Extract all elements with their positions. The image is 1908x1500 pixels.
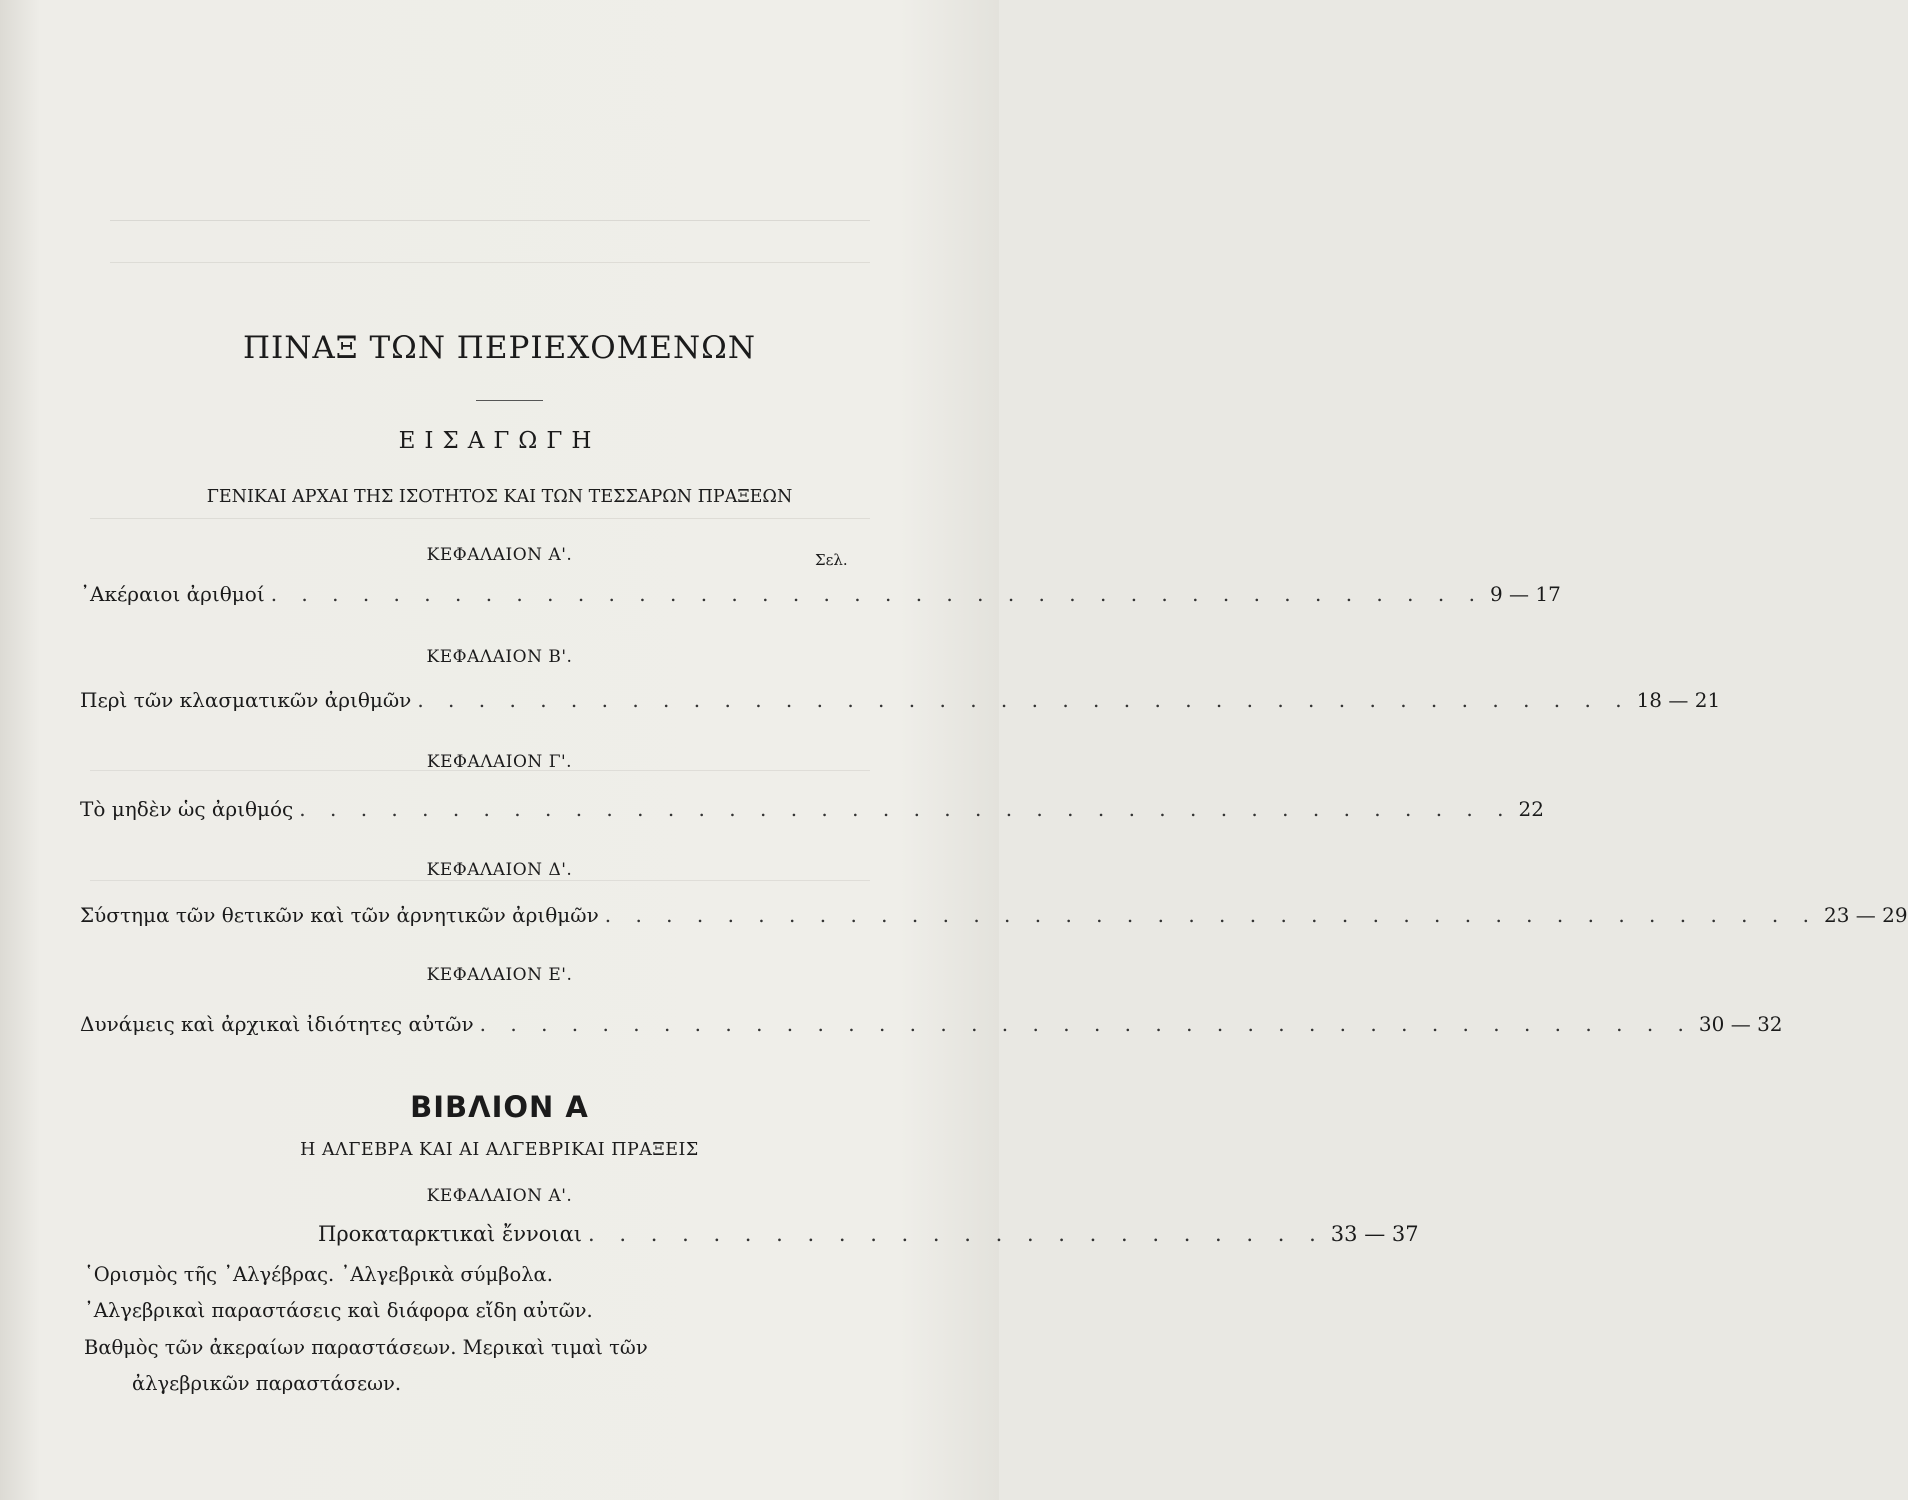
- toc-entry[interactable]: [318, 1222, 1419, 1246]
- topic-line: ᾿Αλγεβρικαὶ παραστάσεις καὶ διάφορα εἴδη αὐτῶν.: [84, 1299, 593, 1322]
- entry-title: Δυνάμεις καὶ ἀρχικαὶ ἰδιότητες αὐτῶν: [80, 1012, 474, 1036]
- topic-line: ἀλγεβρικῶν παραστάσεων.: [132, 1372, 402, 1395]
- toc-entry[interactable]: [80, 1012, 1783, 1036]
- chapter-label-b: ΚΕΦΑΛΑΙΟΝ Β'.: [426, 647, 573, 667]
- page-title: ΠΙΝΑΞ ΤΩΝ ΠΕΡΙΕΧΟΜΕΝΩΝ: [242, 330, 757, 366]
- bleed-through-line: [90, 880, 870, 881]
- toc-entry[interactable]: [80, 582, 1561, 606]
- page-column-label: Σελ.: [815, 551, 848, 569]
- entry-title: ᾿Ακέραιοι ἀριθμοί: [80, 582, 265, 606]
- dot-leader: . . . . . . . . . . . . . . . . . . . . . . . . . . . . . . . . . . . . . . . .: [299, 797, 1513, 821]
- entry-pages: 33 — 37: [1330, 1222, 1419, 1246]
- chapter-label-c: ΚΕΦΑΛΑΙΟΝ Γ'.: [426, 752, 573, 772]
- entry-pages: 23 — 29: [1823, 903, 1908, 927]
- topic-line: ῾Ορισμὸς τῆς ᾿Αλγέβρας. ᾿Αλγεβρικὰ σύμβολα.: [84, 1263, 553, 1286]
- entry-title: Τὸ μηδὲν ὡς ἀριθμός: [80, 797, 294, 821]
- toc-entry[interactable]: [80, 797, 1544, 821]
- entry-pages: 9 — 17: [1489, 582, 1561, 606]
- entry-title: Σύστημα τῶν θετικῶν καὶ τῶν ἀρνητικῶν ἀριθμῶν: [80, 903, 599, 927]
- book-a-chapter-label: ΚΕΦΑΛΑΙΟΝ Α'.: [426, 1186, 573, 1206]
- dot-leader: . . . . . . . . . . . . . . . . . . . . . . . . . . . . . . . . . . . . . . . .: [417, 688, 1631, 712]
- book-a-heading: ΒΙΒΛΙΟΝ Α: [410, 1090, 589, 1124]
- entry-title: Περὶ τῶν κλασματικῶν ἀριθμῶν: [80, 688, 412, 712]
- book-a-subheading: Η ΑΛΓΕΒΡΑ ΚΑΙ ΑΙ ΑΛΓΕΒΡΙΚΑΙ ΠΡΑΞΕΙΣ: [300, 1140, 699, 1160]
- toc-entry[interactable]: [80, 688, 1721, 712]
- chapter-label-e: ΚΕΦΑΛΑΙΟΝ Ε'.: [426, 965, 573, 985]
- introduction-heading: ΕΙΣΑΓΩΓΗ: [398, 428, 601, 454]
- bleed-through-line: [110, 220, 870, 221]
- chapter-label-d: ΚΕΦΑΛΑΙΟΝ Δ'.: [426, 860, 573, 880]
- dot-leader: . . . . . . . . . . . . . . . . . . . . . . . .: [588, 1222, 1325, 1246]
- toc-entry[interactable]: [80, 903, 1908, 927]
- entry-pages: 18 — 21: [1636, 688, 1721, 712]
- dot-leader: . . . . . . . . . . . . . . . . . . . . . . . . . . . . . . . . . . . . . . . .: [604, 903, 1818, 927]
- introduction-subheading: ΓΕΝΙΚΑΙ ΑΡΧΑΙ ΤΗΣ ΙΣΟΤΗΤΟΣ ΚΑΙ ΤΩΝ ΤΕΣΣΑΡΩΝ ΠΡΑΞΕΩΝ: [206, 487, 793, 507]
- bleed-through-line: [90, 518, 870, 519]
- dot-leader: . . . . . . . . . . . . . . . . . . . . . . . . . . . . . . . . . . . . . . . .: [479, 1012, 1693, 1036]
- bleed-through-line: [110, 262, 870, 263]
- entry-pages: 30 — 32: [1698, 1012, 1783, 1036]
- title-rule: [476, 400, 543, 401]
- entry-pages: 22: [1518, 797, 1544, 821]
- dot-leader: . . . . . . . . . . . . . . . . . . . . . . . . . . . . . . . . . . . . . . . .: [270, 582, 1484, 606]
- entry-title: Προκαταρκτικαὶ ἔννοιαι: [318, 1222, 583, 1246]
- chapter-label-a: ΚΕΦΑΛΑΙΟΝ Α'.: [426, 545, 573, 565]
- topic-line: Βαθμὸς τῶν ἀκεραίων παραστάσεων. Μερικαὶ τιμαὶ τῶν: [84, 1336, 648, 1359]
